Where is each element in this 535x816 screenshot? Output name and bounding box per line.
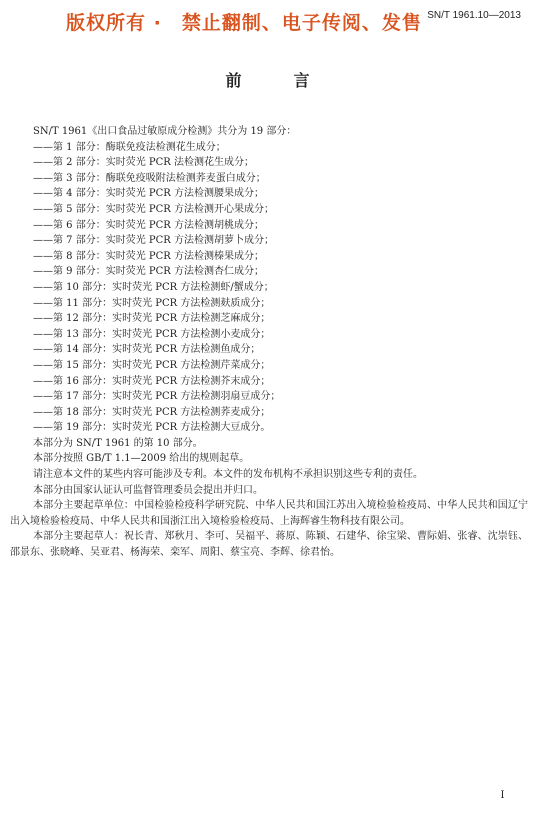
drafting-rules-statement: 本部分按照 GB/T 1.1—2009 给出的规则起草。 bbox=[33, 453, 250, 465]
page-title: 前 言 bbox=[225, 71, 328, 90]
part-list-item: ——第 13 部分：实时荧光 PCR 方法检测小麦成分； bbox=[33, 328, 271, 340]
drafting-units-statement: 本部分主要起草单位：中国检验检疫科学研究院、中华人民共和国江苏出入境检验检疫局、中华人民共和国辽宁出入境检验检疫局、中华人民共和国浙江出入境检验检疫局、上海辉睿生物科技有限公司。 bbox=[10, 500, 528, 527]
page-number: I bbox=[500, 790, 505, 801]
is-part-statement: 本部分为 SN/T 1961 的第 10 部分。 bbox=[33, 437, 203, 449]
part-list-item: ——第 6 部分：实时荧光 PCR 方法检测胡桃成分； bbox=[33, 219, 264, 231]
part-list-item: ——第 1 部分：酶联免疫法检测花生成分； bbox=[33, 141, 226, 153]
document-number: SN/T 1961.10—2013 bbox=[427, 10, 521, 21]
part-list-item: ——第 12 部分：实时荧光 PCR 方法检测芝麻成分； bbox=[33, 313, 271, 325]
part-list-item: ——第 16 部分：实时荧光 PCR 方法检测芥末成分； bbox=[33, 375, 271, 387]
part-list-item: ——第 2 部分：实时荧光 PCR 法检测花生成分； bbox=[33, 157, 254, 169]
part-list-item: ——第 10 部分：实时荧光 PCR 方法检测虾/蟹成分； bbox=[33, 281, 274, 293]
patent-notice: 请注意本文件的某些内容可能涉及专利。本文件的发布机构不承担识别这些专利的责任。 bbox=[33, 469, 423, 481]
part-list-item: ——第 5 部分：实时荧光 PCR 方法检测开心果成分； bbox=[33, 203, 274, 215]
part-list-item: ——第 7 部分：实时荧光 PCR 方法检测胡萝卜成分； bbox=[33, 235, 274, 247]
copyright-watermark: 版权所有 · 禁止翻制、电子传阅、发售 bbox=[66, 12, 422, 34]
part-list-item: ——第 15 部分：实时荧光 PCR 方法检测芹菜成分； bbox=[33, 359, 271, 371]
part-list-item: ——第 19 部分：实时荧光 PCR 方法检测大豆成分。 bbox=[33, 422, 271, 434]
drafters-statement: 本部分主要起草人：祝长青、郑秋月、李可、吴福平、蒋原、陈颖、石建华、徐宝梁、曹际娟、张睿、沈崇钰、邵景东、张晓峰、吴亚君、杨海荣、栾军、周阳、蔡宝亮、李辉、徐君怡。 bbox=[10, 531, 528, 559]
parts-list bbox=[10, 140, 528, 436]
part-list-item: ——第 4 部分：实时荧光 PCR 方法检测腰果成分； bbox=[33, 188, 264, 200]
proposer-statement: 本部分由国家认证认可监督管理委员会提出并归口。 bbox=[33, 484, 263, 496]
part-list-item: ——第 14 部分：实时荧光 PCR 方法检测鱼成分； bbox=[33, 344, 261, 356]
part-list-item: ——第 11 部分：实时荧光 PCR 方法检测麸质成分； bbox=[33, 297, 271, 309]
part-list-item: ——第 17 部分：实时荧光 PCR 方法检测羽扇豆成分； bbox=[33, 391, 281, 403]
part-list-item: ——第 9 部分：实时荧光 PCR 方法检测杏仁成分； bbox=[33, 266, 264, 278]
foreword-body bbox=[10, 124, 528, 561]
part-list-item: ——第 8 部分：实时荧光 PCR 方法检测榛果成分； bbox=[33, 250, 264, 262]
part-list-item: ——第 3 部分：酶联免疫吸附法检测荞麦蛋白成分； bbox=[33, 172, 266, 184]
part-list-item: ——第 18 部分：实时荧光 PCR 方法检测荞麦成分； bbox=[33, 406, 271, 418]
intro-line: SN/T 1961《出口食品过敏原成分检测》共分为 19 部分： bbox=[33, 126, 297, 137]
